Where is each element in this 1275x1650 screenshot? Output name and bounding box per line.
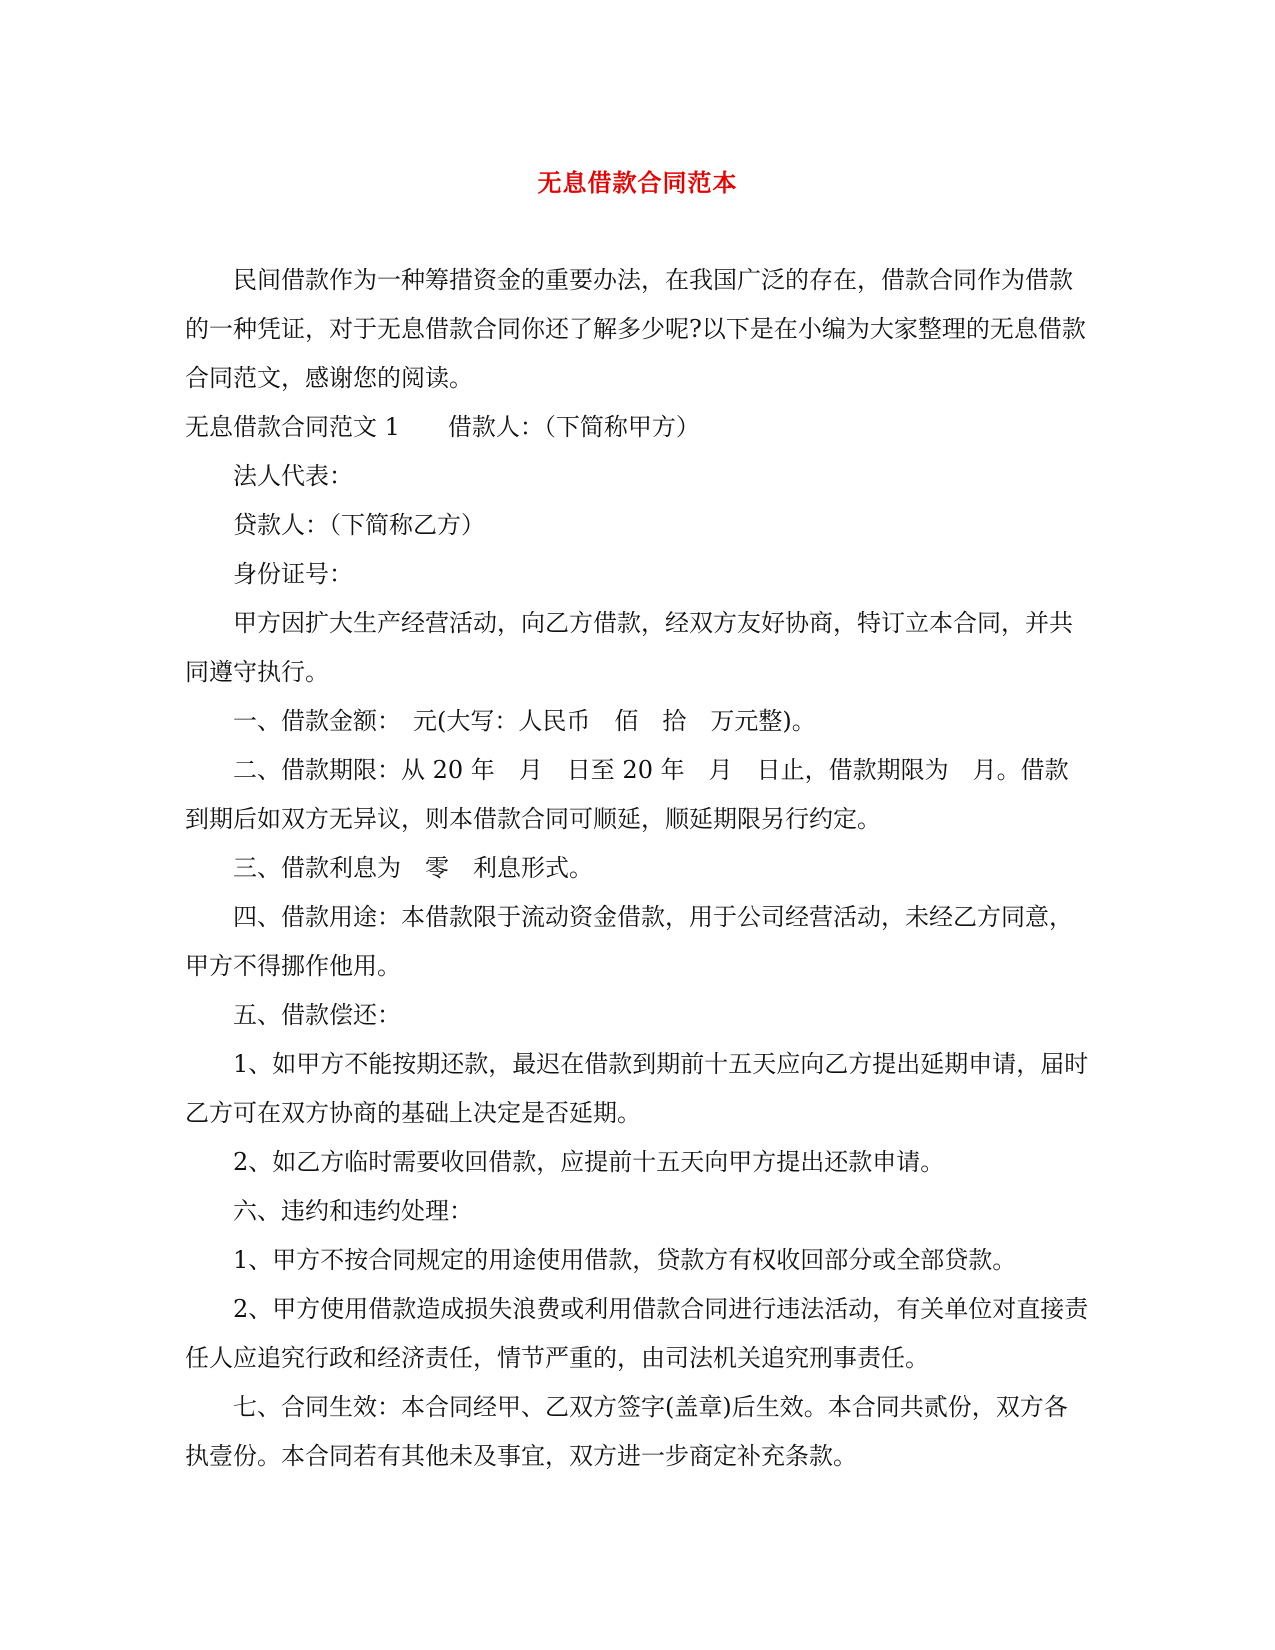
paragraph-lender: 贷款人：（下简称乙方） [233,511,485,539]
clause-loan-amount: 一、借款金额： 元(大写：人民币 佰 拾 万元整)。 [233,707,816,735]
paragraph-legal-representative: 法人代表： [233,462,353,490]
clause-repayment-2: 2、如乙方临时需要收回借款，应提前十五天向甲方提出还款申请。 [233,1148,945,1176]
document-body [185,256,1090,1481]
clause-breach-2: 2、甲方使用借款造成损失浪费或利用借款合同进行违法活动，有关单位对直接责任人应追究行政和经济责任，情节严重的，由司法机关追究刑事责任。 [185,1295,1089,1372]
clause-loan-term: 二、借款期限：从 20 年 月 日至 20 年 月 日止，借款期限为 月。借款到期后如双方无异议，则本借款合同可顺延，顺延期限另行约定。 [185,756,1069,833]
paragraph-intro: 民间借款作为一种筹措资金的重要办法，在我国广泛的存在，借款合同作为借款的一种凭证，对于无息借款合同你还了解多少呢?以下是在小编为大家整理的无息借款合同范文，感谢您的阅读。 [185,266,1086,392]
clause-effectiveness: 七、合同生效：本合同经甲、乙双方签字(盖章)后生效。本合同共贰份，双方各执壹份。本合同若有其他未及事宜，双方进一步商定补充条款。 [185,1393,1068,1470]
clause-loan-use: 四、借款用途：本借款限于流动资金借款，用于公司经营活动，未经乙方同意，甲方不得挪作他用。 [185,903,1073,980]
paragraph-sample-heading: 无息借款合同范文 1 借款人：（下简称甲方） [185,413,700,441]
clause-repayment-1: 1、如甲方不能按期还款，最迟在借款到期前十五天应向乙方提出延期申请，届时乙方可在双方协商的基础上决定是否延期。 [185,1050,1089,1127]
clause-interest: 三、借款利息为 零 利息形式。 [233,854,593,882]
clause-breach-1: 1、甲方不按合同规定的用途使用借款，贷款方有权收回部分或全部贷款。 [233,1246,1017,1274]
document-title: 无息借款合同范本 [537,169,738,197]
paragraph-id-number: 身份证号： [233,560,353,588]
paragraph-purpose-statement: 甲方因扩大生产经营活动，向乙方借款，经双方友好协商，特订立本合同，并共同遵守执行。 [185,609,1073,686]
clause-breach-heading: 六、违约和违约处理： [233,1197,473,1225]
clause-repayment-heading: 五、借款偿还： [233,1001,401,1029]
